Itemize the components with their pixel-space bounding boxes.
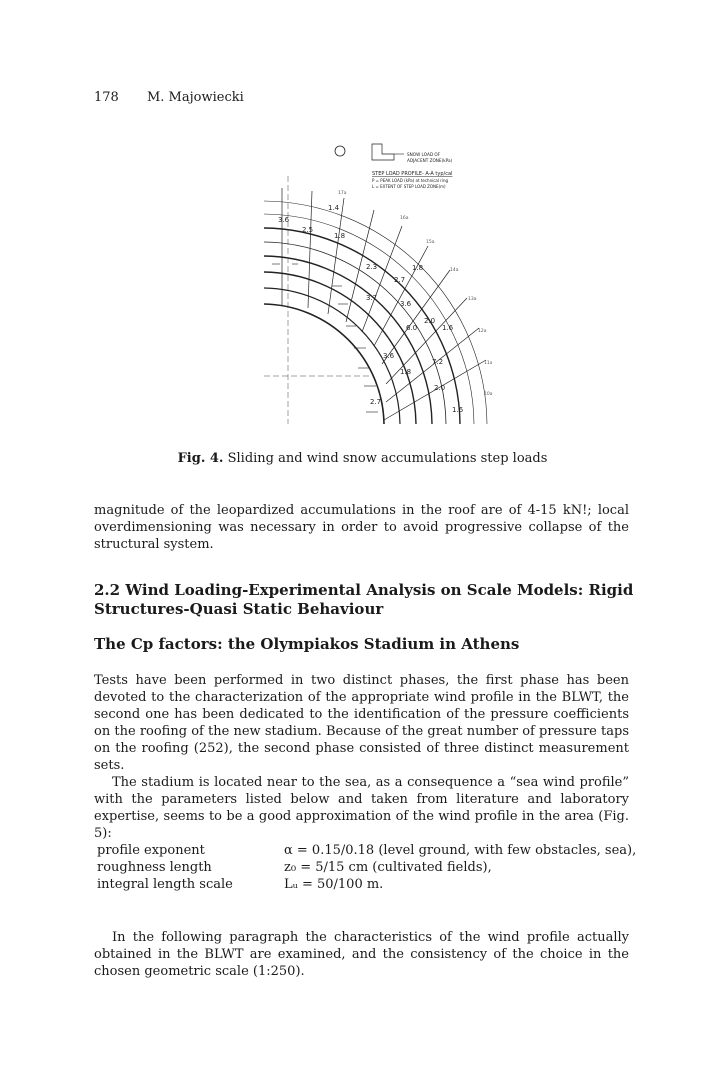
parameter-name: integral length scale: [97, 877, 233, 892]
running-author: M. Majowiecki: [146, 90, 244, 105]
value-label: 3.6: [400, 300, 412, 308]
sector-label: 17a: [338, 191, 347, 196]
value-label: 3.6: [383, 352, 395, 360]
parameter-row: [97, 859, 636, 876]
caption-label: Fig. 4.: [177, 451, 224, 466]
parameter-row: [97, 876, 636, 893]
step-profile-sketch: [372, 144, 394, 160]
value-label: 1.8: [412, 264, 424, 272]
value-label: 1.6: [442, 324, 454, 332]
subsection-heading: The Cp factors: the Olympiakos Stadium in Athens: [94, 635, 520, 653]
section-heading: 2.2 Wind Loading-Experimental Analysis on Scale Models: Rigid Structures-Quasi Static Behaviour: [94, 581, 634, 618]
running-header: [94, 90, 244, 105]
legend-snow-1: SNOW LOAD OF: [407, 152, 441, 157]
paragraph-tests: [94, 672, 629, 842]
paragraph-intro: magnitude of the leopardized accumulations in the roof are of 4-15 kN!; local overdimensioning was necessary in order to avoid progressive collapse of the structural system.: [94, 503, 629, 552]
parameter-value: α = 0.15/0.18 (level ground, with few obstacles, sea),: [284, 843, 637, 858]
sector-label: 16a: [400, 216, 409, 221]
sector-labels: [338, 190, 492, 397]
legend-title: STEP LOAD PROFILE- A-A typ/cal: [372, 171, 453, 177]
parameter-name: profile exponent: [97, 843, 205, 858]
north-arrow-icon: [335, 146, 345, 156]
value-label: 2.7: [370, 398, 382, 406]
sector-label: 12a: [478, 329, 487, 334]
value-label: 6.0: [406, 324, 418, 332]
paragraph-following: [94, 929, 629, 980]
parameter-value: z₀ = 5/15 cm (cultivated fields),: [284, 860, 492, 875]
value-label: 1.8: [400, 368, 412, 376]
value-label: 2.3: [366, 263, 378, 271]
parameter-list: [97, 842, 636, 893]
snow-load-diagram: [262, 136, 492, 426]
value-label: 1.4: [328, 204, 340, 212]
value-label: 3.6: [278, 216, 290, 224]
parameter-value: Lᵤ = 50/100 m.: [284, 877, 384, 892]
sector-label: 15a: [426, 240, 435, 245]
value-label: 2.0: [434, 384, 446, 392]
value-label: 2.7: [394, 276, 406, 284]
snow-load-figure: [262, 136, 492, 426]
legend-snow-2: ADJACENT ZONE(kPa): [407, 158, 453, 163]
paragraph-following-text: In the following paragraph the characteristics of the wind profile actually obtained in the BLWT are examined, and the consistency of the choice in the chosen geometric scale (1:250).: [94, 930, 629, 979]
parameter-name: roughness length: [97, 860, 212, 875]
value-label: 2.0: [424, 317, 436, 325]
value-label: 7.2: [432, 358, 444, 366]
value-label: 1.8: [334, 232, 346, 240]
caption-text: Sliding and wind snow accumulations step loads: [227, 451, 548, 466]
figure-caption: [0, 451, 725, 466]
page-number: 178: [94, 90, 119, 105]
parameter-row: [97, 842, 636, 859]
sector-label: 10a: [484, 392, 492, 397]
paragraph-tests-text: Tests have been performed in two distinct phases, the first phase has been devoted to the characterization of the appropriate wind profile in the BLWT, the second one has been dedicated to the identification of the pressure coefficients on the roofing of the new stadium. Because of the great number of pressure taps on the roofing (252), the second phase consisted of three distinct measurement sets.: [94, 673, 629, 773]
legend-line-p: P = PEAK LOAD (kPa) at technical ring: [372, 178, 449, 183]
sector-label: 13a: [468, 297, 477, 302]
sector-label: 14a: [450, 268, 459, 273]
paragraph-location-text: The stadium is located near to the sea, as a consequence a “sea wind profile” with the parameters listed below and taken from literature and laboratory expertise, seems to be a good approximation of the wind profile in the area (Fig. 5):: [94, 775, 629, 841]
value-label: 3.7: [366, 294, 378, 302]
value-label: 1.6: [452, 406, 464, 414]
value-label: 2.5: [302, 226, 314, 234]
legend-line-l: L = EXTENT OF STEP LOAD ZONE(m): [372, 184, 446, 189]
sector-label: 11a: [484, 361, 492, 366]
